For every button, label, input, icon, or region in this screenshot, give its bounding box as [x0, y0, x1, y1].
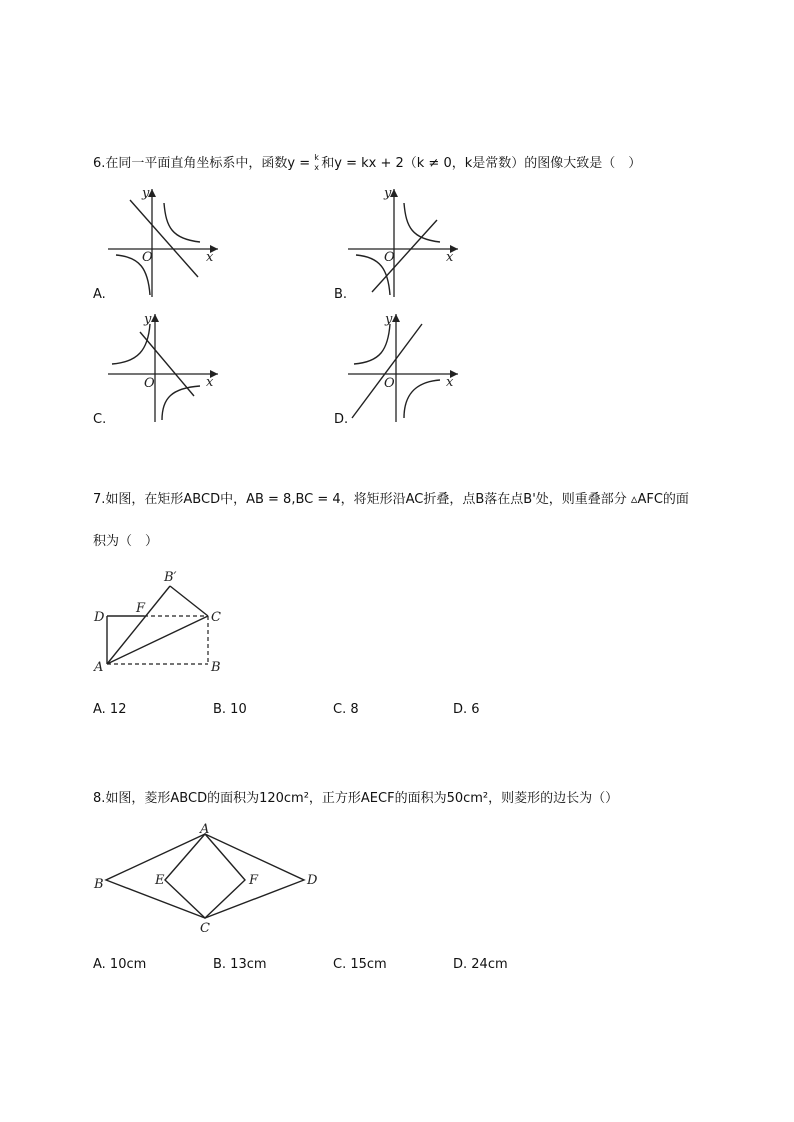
q8-option-c: C. 15cm: [333, 957, 387, 972]
hyperbola-branch: [354, 324, 390, 364]
q7-option-a: A. 12: [93, 702, 127, 717]
label-a: A: [94, 660, 104, 675]
x-label: x: [206, 375, 214, 390]
x-label: x: [446, 375, 454, 390]
q6-middle: 和y = kx + 2（k ≠ 0，k是常数）的图像大致是（ ）: [321, 156, 642, 171]
label-c: C: [211, 610, 221, 625]
q7-stem-line2: 积为（ ）: [93, 534, 159, 549]
segment-b-prime-c: [170, 586, 208, 616]
q6-option-d: D.: [334, 412, 349, 427]
segment-ab-prime: [107, 586, 170, 664]
q6-func1-lhs: y =: [287, 156, 315, 171]
q8-option-b: B. 13cm: [213, 957, 267, 972]
label-b-prime: B′: [164, 570, 177, 585]
label-f: F: [249, 873, 259, 888]
x-label: x: [446, 250, 454, 265]
hyperbola-branch: [404, 380, 440, 418]
q8-option-a: A. 10cm: [93, 957, 147, 972]
y-label: y: [385, 312, 393, 327]
x-label: x: [206, 250, 214, 265]
y-arrow-icon: [392, 314, 400, 322]
q6-prefix: 6.在同一平面直角坐标系中，函数: [93, 156, 288, 171]
line-graph: [372, 220, 437, 292]
rhombus-abcd: [106, 834, 304, 918]
origin-label: O: [384, 250, 395, 265]
q6-option-b: B.: [334, 287, 348, 302]
label-d: D: [94, 610, 105, 625]
origin-label: O: [142, 250, 153, 265]
hyperbola-branch: [112, 324, 150, 364]
hyperbola-branch: [164, 203, 200, 242]
y-label: y: [144, 312, 152, 327]
origin-label: O: [144, 376, 155, 391]
q6-graph-b: [342, 185, 472, 300]
label-a: A: [200, 822, 210, 837]
label-c: C: [200, 921, 210, 936]
q8-figure: [90, 818, 330, 938]
q7-stem-line1: 7.如图，在矩形ABCD中，AB = 8,BC = 4，将矩形沿AC折叠，点B落在点B'处，则重叠部分 ▵AFC的面: [93, 492, 689, 507]
label-d: D: [307, 873, 318, 888]
q6-graph-c: [100, 310, 230, 425]
y-label: y: [142, 186, 150, 201]
q6-graph-d: [342, 310, 472, 425]
label-f: F: [136, 601, 146, 616]
hyperbola-branch: [162, 386, 200, 420]
q6-graph-a: [100, 185, 230, 300]
origin-label: O: [384, 376, 395, 391]
q6-stem: [93, 152, 641, 171]
label-e: E: [155, 873, 165, 888]
q6-option-c: C.: [93, 412, 107, 427]
q7-figure: [90, 568, 240, 678]
q7-option-d: D. 6: [453, 702, 480, 717]
q6-fraction: k x: [314, 152, 319, 172]
q8-stem: 8.如图，菱形ABCD的面积为120cm²，正方形AECF的面积为50cm²，则菱形的边长为（）: [93, 791, 619, 806]
y-arrow-icon: [151, 314, 159, 322]
q6-option-a: A.: [93, 287, 106, 302]
label-b: B: [94, 877, 104, 892]
q7-option-c: C. 8: [333, 702, 359, 717]
y-label: y: [384, 186, 392, 201]
line-graph: [352, 324, 422, 418]
label-b: B: [211, 660, 221, 675]
diagonal-ac: [107, 616, 208, 664]
q8-option-d: D. 24cm: [453, 957, 508, 972]
q7-option-b: B. 10: [213, 702, 247, 717]
